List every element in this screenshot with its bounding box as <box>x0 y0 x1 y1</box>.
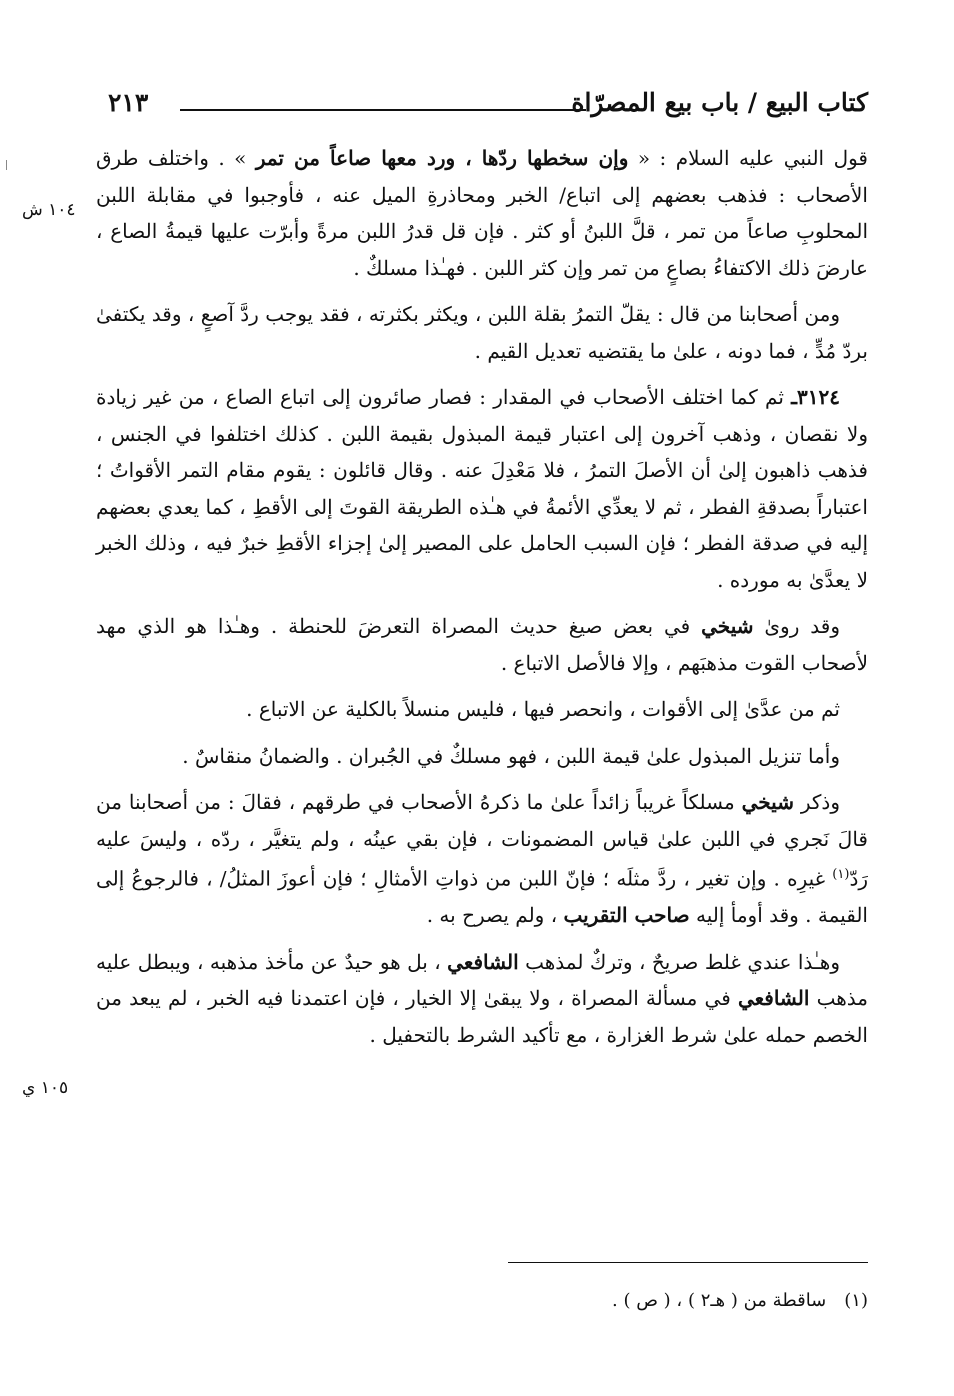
paragraph-3124: ٣١٢٤ـ ثم كما اختلف الأصحاب في المقدار : فصار صائرون إلى اتباع الصاع ، من غير زيادة ولا نقصان ، وذهب آخرون إلى اعتبار قيمة المبذول بقيمة اللبن . كذلك اختلفوا في الجنس ، فذهب ذاهبون إلىٰ أن الأصلَ التمرُ ، فلا مَعْدِلَ عنه . وقال قائلون : يقوم مقام التمر الأقواتُ ؛ اعتباراً بصدقةِ الفطر ، ثم لا يعدِّي الأئمةُ في هـٰذه الطريقة القوتَ إلى الأقطِ ، كما يعدي بعضهم إليه في صدقة الفطر ؛ فإن السبب الحامل على المصير إلىٰ إجزاء الأقطِ خبرٌ فيه ، وذلك الخبر لا يعدَّىٰ به مورده . <box>96 385 868 592</box>
margin-note-105: ١٠٥ ي <box>22 1078 69 1098</box>
name-shafii: الشافعي <box>737 986 810 1011</box>
paragraph-4: وقد روىٰ شيخي في بعض صيغ حديث المصراة التعرضَ للحنطة . وهـٰذا هو الذي مهد لأصحاب القوت مذهبَهم ، وإلا فالأصل الاتباع . <box>96 614 868 675</box>
name-shaykhi: شيخي <box>701 614 754 638</box>
scan-mark <box>6 160 10 170</box>
page-number: ٢١٣ <box>108 88 149 117</box>
header-title: كتاب البيع / باب بيع المصرّاة <box>571 88 868 117</box>
name-sahib-al-taqrib: صاحب التقريب <box>563 903 690 928</box>
margin-note-104: ١٠٤ ش <box>22 200 76 220</box>
main-text <box>96 140 868 1063</box>
hadith-quote: وإن سخطها ردّها ، ورد معها صاعاً من تمر <box>255 146 629 170</box>
paragraph-number: ٣١٢٤ـ <box>791 385 840 409</box>
running-header <box>108 88 868 122</box>
paragraph-7: وذكر شيخي مسلكاً غريباً زائداً علىٰ ما ذكرهُ الأصحاب في طرقهم ، فقالَ : من أصحابنا من قالَ نَجري في اللبن علىٰ قياس المضمونات ، فإن بقي عينُه ، ولم يتغيَّر ، ردّه ، وليسَ عليه رَدّ$^{(١)}$ غيرِه . وإن تغير ، ردَّ مثلَه ؛ فإنّ اللبن من ذواتِ الأمثالِ ؛ فإن أعوزَ المثلُ/ ، فالرجوعُ إلى القيمة . وقد أومأ إليه صاحب التقريب ، ولم يصرح به . <box>96 790 869 928</box>
footnote <box>96 1290 868 1311</box>
footnote-rule <box>508 1262 868 1263</box>
header-rule <box>180 109 586 111</box>
paragraph-6: وأما تنزيل المبذول علىٰ قيمة اللبن ، فهو مسلكٌ في الجُبران . والضمانُ منقاسٌ . <box>182 743 840 768</box>
paragraph-5: ثم من عدَّىٰ إلى الأقوات ، وانحصر فيها ، فليس منسلاً بالكلية عن الاتباع . <box>246 697 840 721</box>
name-shaykhi: شيخي <box>741 790 794 814</box>
name-shafii: الشافعي <box>447 949 519 974</box>
paragraph-8: وهـٰذا عندي غلط صريحٌ ، وتركٌ لمذهب الشافعي ، بل هو حيدٌ عن مأخذ مذهبه ، ويبطل عليه مذهب الشافعي في مسألة المصراة ، ولا يبقىٰ إلا الخيار ، فإن اعتمدنا فيه الخبر ، لم يبعد من الخصم حمله علىٰ شرط الغزارة ، مع تأكيد الشرط بالتحفيل . <box>96 949 868 1047</box>
paragraph-1: قول النبي عليه السلام : « وإن سخطها ردّها ، ورد معها صاعاً من تمر » . واختلف طرق الأصحاب : فذهب بعضهم إلى اتباع/ الخبر ومحاذرةِ الميل عنه ، فأوجبوا في مقابلة اللبن المحلوبِ صاعاً من تمر ، قلَّ اللبنُ أو كثر . فإن قل قدرُ اللبن مرةً وأبرّت عليها قيمةُ الصاع ، عارضَ ذلك الاكتفاءُ بصاعٍ من تمر وإن كثر اللبن . فهـٰذا مسلكٌ . <box>96 146 868 280</box>
paragraph-2: ومن أصحابنا من قال : يقلّ التمرُ بقلة اللبن ، ويكثر بكثرته ، فقد يوجب ردَّ آصعٍ ، وقد يكتفىٰ بردّ مُدٍّ ، فما دونه ، علىٰ ما يقتضيه تعديل القيم . <box>96 302 868 363</box>
footnote-number: (١) <box>844 1290 868 1311</box>
footnote-ref[interactable]: (١) <box>832 867 850 882</box>
footnote-text: ساقطة من ( هـ٢ ) ، ( ص ) . <box>612 1290 827 1311</box>
